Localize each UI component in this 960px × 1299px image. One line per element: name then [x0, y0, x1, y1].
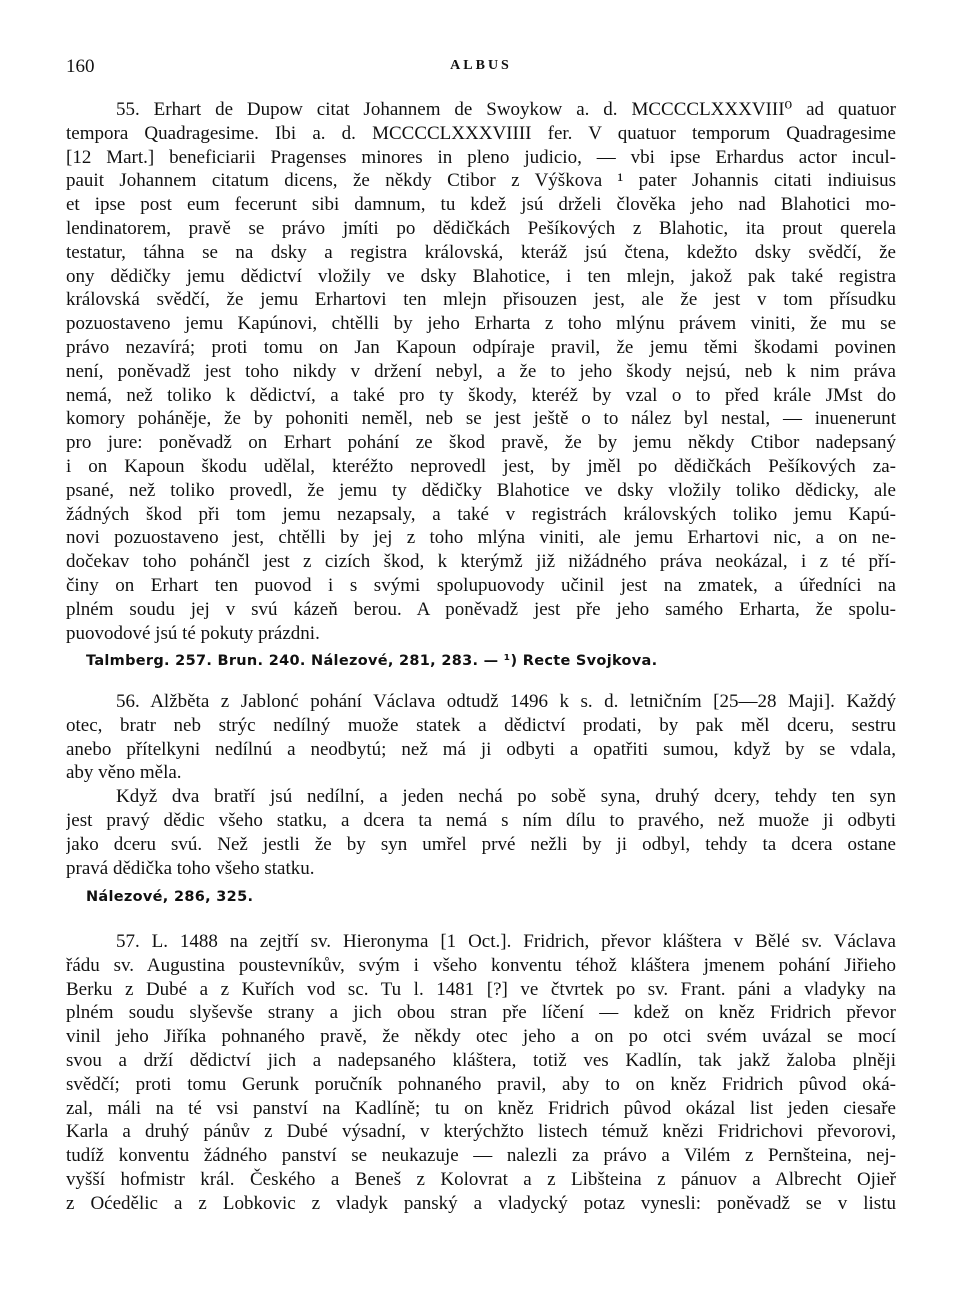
text-line: pro jure: poněvadž on Erhart pohání ze škod pravě, že by jemu někdy Ctibor nadepsaný [66, 432, 896, 454]
text-line: pozuostaveno jemu Kapúnovi, chtělli by jeho Erharta z toho mlýnu právem viniti, že mu se [66, 313, 896, 335]
text-line: svou a drží dědictví jich a nadepsaného kláštera, totiž ves Kadlín, tak jakž žaloba plněji [66, 1049, 896, 1071]
text-line: právo nezavírá; proti tomu on Jan Kapoun odpíraje pravil, že jemu těmi škodami povinen [66, 336, 896, 358]
text-line: [12 Mart.] beneficiarii Pragenses minores in pleno judicio, — vbi ipse Erhardus actor incul- [66, 146, 896, 168]
text-line: 57. L. 1488 na zejtří sv. Hieronyma [1 Oct.]. Fridrich, převor kláštera v Bělé sv. Václava [116, 931, 896, 952]
text-line: komory poháněje, že by pohoniti neměl, neb se jest ještě o to nález byl nestal, — inuenerunt [66, 408, 896, 430]
running-title: ALBUS [450, 58, 512, 73]
text-line: vinil jeho Jiříka pohnaného pravě, že někdy otec jeho a on po otci svém uvázal se mocí [66, 1026, 896, 1048]
text-line: 56. Alžběta z Jablonć pohání Václava odtudž 1496 k s. d. letničním [25—28 Maji]. Každý [116, 691, 896, 712]
text-line: tempora Quadragesime. Ibi a. d. MCCCCLXXXVIIII fer. V quatuor temporum Quadragesime [66, 122, 896, 144]
text-line: 55. Erhart de Dupow citat Johannem de Swoykow a. d. MCCCCLXXXVIII⁰ ad quatuor [116, 99, 896, 120]
text-line: anebo přítelkyni nedílnú a neodbytú; než má ji odbyti a opatřiti sumou, když by se vdala, [66, 738, 896, 760]
text-line: pravá dědička toho všeho statku. [66, 857, 315, 879]
text-line: jako dceru svú. Než jestli že by syn umřel prvé nežli by ji odbyl, tehdy ta dcera ostane [66, 833, 896, 855]
text-line: testatur, táhna se na dsky a registra královská, kteráž jsú čtena, kdežto dsky svědčí, že [66, 241, 896, 263]
text-line: vyšší hofmistr král. Českého a Beneš z Kolovrat a z Libšteina z pánuov a Albrecht Ojieř [66, 1168, 896, 1190]
text-line: psané, než toliko provedl, že jemu ty dědičky Blahotice ve dsky vložily toliko dědicky, ale [66, 479, 896, 501]
text-line: ony dědičky jemu dědictví vložily ve dsky Blahotice, i ten mlejn, jakož pak také registra [66, 265, 896, 287]
text-line: et ipse post eum fecerunt sibi damnum, tu kdež jsú drželi člověka jeho nad Blahotici mo- [66, 194, 896, 216]
text-line: lendinatorem, pravě se právo jmíti po dědičkách Pešíkových z Blahotic, ita prout querela [66, 217, 896, 239]
text-line: i on Kapoun škodu udělal, kteréžto neprovedl jest, by jměl po dědičkách Pešíkových za- [66, 455, 896, 477]
text-line: tudíž konventu žádného panství se neukazuje — nalezli za právo a Vilém z Pernšteina, nej- [66, 1145, 896, 1167]
text-line: královská svědčí, že jemu Erhartovi ten mlejn přisouzen jest, ale že jest v tom přísudku [66, 289, 896, 311]
text-line: řádu sv. Augustina poustevníkův, svým i všeho konventu téhož kláštera jmenem pohání Jiřieho [66, 954, 896, 976]
entry-57-text [66, 930, 896, 1216]
text-line: Berku z Dubé a z Kuřích vod sc. Tu l. 1481 [?] ve čtvrtek po sv. Frant. páni a vladyky na [66, 978, 896, 1000]
text-line: pauit Johannem citatum dicens, že někdy Ctibor z Výškova ¹ pater Johannis citati indiuisus [66, 170, 896, 192]
text-line: svědčí; proti tomu Gerunk poručník pohnaného pravil, aby to on kněz Fridrich pûvod oká- [66, 1073, 896, 1095]
entry-56-text [66, 690, 896, 880]
text-line: činy on Erhart ten puovod i s svými spolupuovody učinil jest na zmatek, a úředníci na [66, 574, 896, 596]
entry-55-reference: Talmberg. 257. Brun. 240. Nálezové, 281, 283. — ¹) Recte Svojkova. [86, 653, 658, 669]
text-line: puovodové jsú té pokuty prázdni. [66, 622, 320, 644]
text-line: zal, máli na té vsi panství na Kadlíně; tu on kněz Fridrich pûvod okázal list jeden ciesaře [66, 1097, 896, 1119]
text-line: Karla a druhý pánův z Dubé výsadní, v kterýchžto listech témuž knězi Fridrichovi převorovi, [66, 1121, 896, 1143]
text-line: jest pravý dědic všeho statku, a dcera ta nemá s ním dílu to pravého, než muože ji odbyti [66, 809, 896, 831]
text-line: není, poněvadž jest toho nikdy v držení nebyl, a že to jeho škody nejsú, neb k nim práva [66, 360, 896, 382]
page-number: 160 [66, 56, 95, 77]
text-line: otec, bratr neb strýc nedílný muože statek a dědictví prodati, by pak měl dceru, sestru [66, 714, 896, 736]
text-line: plném soudu slyševše strany a jich obou stran pře líčení — kdež on kněz Fridrich převor [66, 1002, 896, 1024]
page-header [66, 56, 896, 82]
text-line: Když dva bratří jsú nedílní, a jeden nechá po sobě syna, druhý dcery, tehdy ten syn [116, 786, 896, 808]
entry-56-reference: Nálezové, 286, 325. [86, 889, 254, 905]
text-line: plném soudu jej v svú kázeň berou. A poněvadž jest pře jeho samého Erharta, že spolu- [66, 598, 896, 620]
text-line: z Oćedělic a z Lobkovic z vladyk panský a vladycký potaz vynesli: poněvadž se v listu [66, 1192, 896, 1214]
text-line: aby věno měla. [66, 762, 182, 784]
text-line: dočekav toho pohánčl jest z cizích škod, k kterýmž již nižádného práva neokázal, i z té pří- [66, 551, 896, 573]
text-line: žádných škod při tom jemu nezapsaly, a také v registrách královských toliko jemu Kapú- [66, 503, 896, 525]
text-line: novi pozuostaveno jest, chtělli by jej z toho mlýna viniti, ale jemu Erhartovi nic, a on ne- [66, 527, 896, 549]
entry-55-text [66, 98, 896, 645]
text-line: nemá, než toliko k dědictví, a také pro ty škody, kteréž by vzal o to před krále JMst do [66, 384, 896, 406]
